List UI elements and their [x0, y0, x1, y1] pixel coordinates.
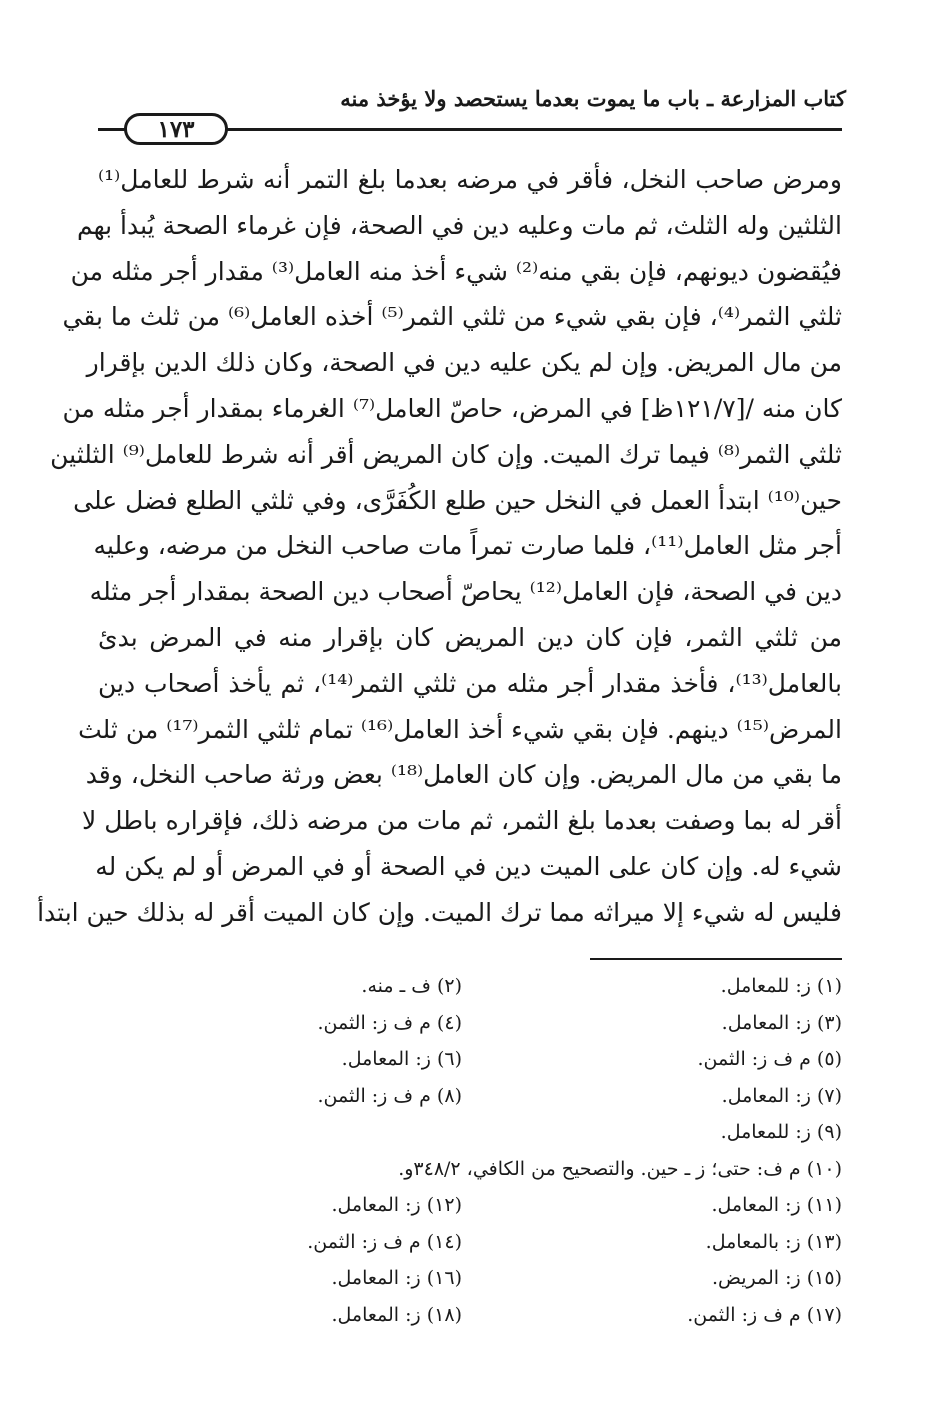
footnote: (٨) م ف ز: الثمن.	[317, 1084, 462, 1107]
footnote: (١٢) ز: المعامل.	[331, 1194, 462, 1216]
footnote-rule	[590, 958, 842, 960]
page-number: ١٧٣	[124, 113, 228, 145]
text-line: فليس له شيء إلا ميراثه مما ترك الميت. وإن كان الميت أقر له بذلك حين ابتدأ	[37, 897, 842, 927]
footnote: (٤) م ف ز: الثمن.	[317, 1011, 462, 1034]
footnote: (١١) ز: المعامل.	[711, 1194, 842, 1216]
footnote-row	[98, 1114, 842, 1151]
text-line: ثلثي الثمر⁽⁴⁾، فإن بقي شيء من ثلثي الثمر⁽⁵⁾ أخذه العامل⁽⁶⁾ من ثلث ما بقي	[62, 302, 842, 332]
footnote: (١٥) ز: المريض.	[711, 1267, 842, 1289]
text-line: أجر مثل العامل⁽¹¹⁾، فلما صارت تمراً مات صاحب النخل من مرضه، وعليه	[93, 531, 842, 561]
main-text	[37, 157, 842, 936]
footnote-row	[98, 1005, 842, 1042]
footnote-row	[98, 968, 842, 1005]
footnotes	[98, 968, 842, 1333]
text-line: ثلثي الثمر⁽⁸⁾ فيما ترك الميت. وإن كان المريض أقر أنه شرط للعامل⁽⁹⁾ الثلثين	[50, 439, 842, 469]
footnote: (١) ز: للمعامل.	[720, 975, 842, 997]
footnote-row	[98, 1297, 842, 1334]
text-line: المرض⁽¹⁵⁾ دينهم. فإن بقي شيء أخذ العامل⁽¹⁶⁾ تمام ثلثي الثمر⁽¹⁷⁾ من ثلث	[78, 714, 842, 744]
text-line: بالعامل⁽¹³⁾، فأخذ مقدار أجر مثله من ثلثي الثمر⁽¹⁴⁾، ثم يأخذ أصحاب دين	[98, 668, 842, 698]
footnote: (٦) ز: المعامل.	[341, 1048, 462, 1070]
footnote-row	[98, 1041, 842, 1078]
footnote: (١٤) م ف ز: الثمن.	[307, 1230, 462, 1253]
footnote: (٧) ز: المعامل.	[721, 1084, 842, 1107]
running-header: كتاب المزارعة ـ باب ما يموت بعدما يستحصد ولا يؤخذ منه	[340, 86, 846, 111]
footnote: (٩) ز: للمعامل.	[720, 1121, 842, 1143]
footnote: (١٦) ز: المعامل.	[331, 1267, 462, 1289]
text-line: شيء له. وإن كان على الميت دين في الصحة أو في المرض أو لم يكن له	[95, 851, 842, 881]
text-line: الثلثين وله الثلث، ثم مات وعليه دين في الصحة، فإن غرماء الصحة يُبدأ بهم	[76, 210, 842, 240]
text-line: من ثلثي الثمر، فإن كان دين المريض كان بإقرار منه في المرض بدئ	[98, 622, 842, 652]
footnote-row	[98, 1224, 842, 1261]
text-line: فيُقضون ديونهم، فإن بقي منه⁽²⁾ شيء أخذ منه العامل⁽³⁾ مقدار أجر مثله من	[70, 256, 842, 286]
text-line: ومرض صاحب النخل، فأقر في مرضه بعدما بلغ التمر أنه شرط للعامل⁽¹⁾	[98, 165, 842, 194]
footnote: (٢) ف ـ منه.	[361, 975, 462, 997]
footnote: (١٣) ز: بالمعامل.	[705, 1230, 842, 1253]
text-line: كان منه /[١٢١/٧ظ] في المرض، حاصّ العامل⁽⁷⁾ الغرماء بمقدار أجر مثله من	[62, 393, 842, 423]
footnote: (١٠) م ف: حتى؛ ز ـ حين. والتصحيح من الكافي، ٣٤٨/٢و.	[398, 1157, 842, 1180]
footnote: (١٧) م ف ز: الثمن.	[687, 1303, 842, 1326]
footnote: (٣) ز: المعامل.	[721, 1011, 842, 1034]
footnote-row	[98, 1151, 842, 1188]
footnote-row	[98, 1078, 842, 1115]
footnote: (١٨) ز: المعامل.	[331, 1303, 462, 1326]
text-line: ما بقي من مال المريض. وإن كان العامل⁽¹⁸⁾ بعض ورثة صاحب النخل، وقد	[85, 760, 842, 790]
footnote-row	[98, 1187, 842, 1224]
text-line: دين في الصحة، فإن العامل⁽¹²⁾ يحاصّ أصحاب دين الصحة بمقدار أجر مثله	[89, 577, 842, 607]
text-line: أقر له بما وصفت بعدما بلغ الثمر، ثم مات من مرضه ذلك، فإقراره باطل لا	[82, 806, 842, 836]
footnote: (٥) م ف ز: الثمن.	[697, 1048, 842, 1070]
text-line: حين⁽¹⁰⁾ ابتدأ العمل في النخل حين طلع الكُفَرَّى، وفي ثلثي الطلع فضل على	[73, 485, 842, 515]
text-line: من مال المريض. وإن لم يكن عليه دين في الصحة، وكان ذلك الدين بإقرار	[86, 348, 842, 378]
footnote-row	[98, 1260, 842, 1297]
